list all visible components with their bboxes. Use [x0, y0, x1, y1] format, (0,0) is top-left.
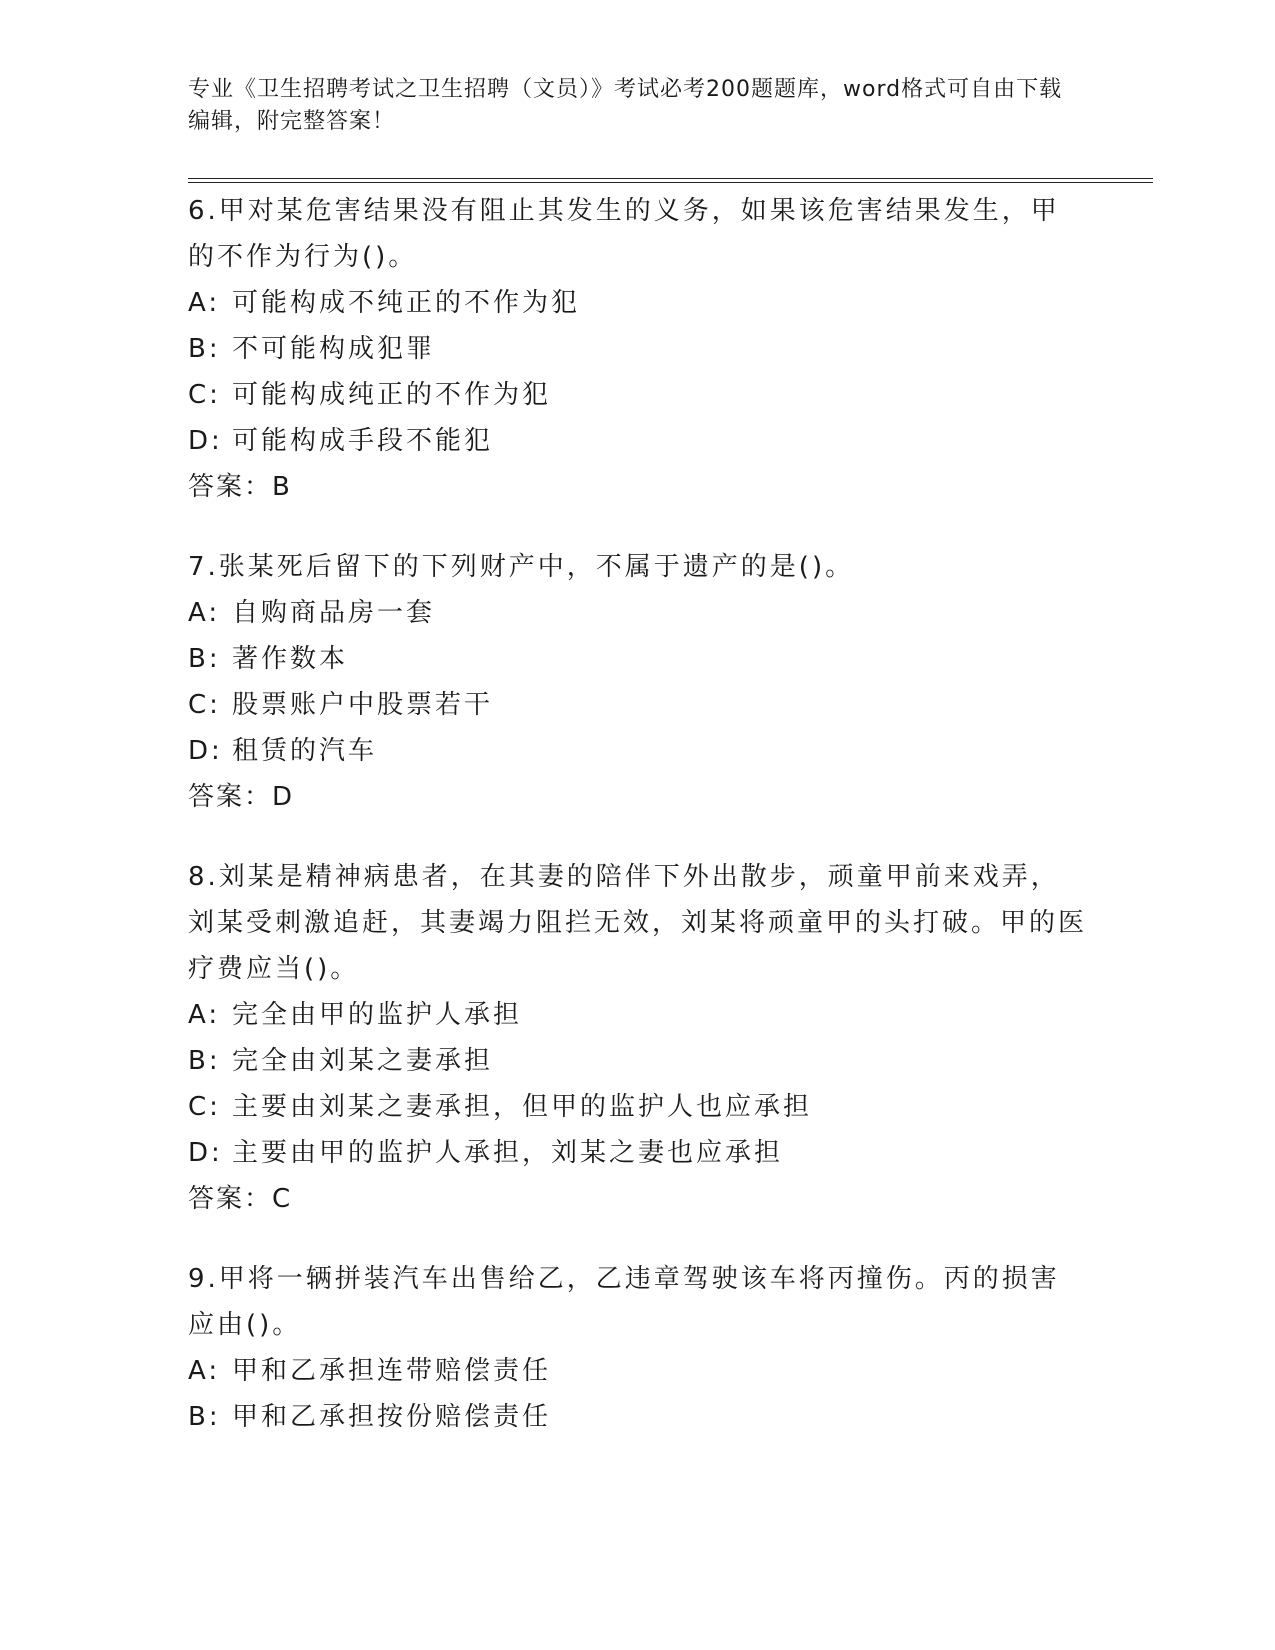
answer-line: 答案：D — [188, 782, 295, 812]
option-text: 不可能构成犯罪 — [232, 334, 436, 364]
option-key: A: — [188, 598, 221, 628]
option-a — [188, 992, 1088, 1038]
option-key: C: — [188, 380, 221, 410]
option-key: D: — [188, 1138, 223, 1168]
option-key: A: — [188, 1000, 221, 1030]
option-b — [188, 326, 1088, 372]
option-d — [188, 1130, 1088, 1176]
option-text: 完全由甲的监护人承担 — [232, 1000, 523, 1030]
option-a — [188, 590, 1088, 636]
question-list — [188, 188, 1088, 1474]
option-c — [188, 682, 1088, 728]
option-b — [188, 1038, 1088, 1084]
option-a — [188, 1348, 1088, 1394]
option-key: A: — [188, 288, 221, 318]
option-key: C: — [188, 690, 221, 720]
option-text: 主要由甲的监护人承担，刘某之妻也应承担 — [232, 1138, 784, 1168]
option-a — [188, 280, 1088, 326]
option-c — [188, 372, 1088, 418]
question-stem: 6.甲对某危害结果没有阻止其发生的义务，如果该危害结果发生，甲的不作为行为()。 — [188, 196, 1060, 272]
option-text: 甲和乙承担连带赔偿责任 — [232, 1356, 552, 1386]
question-7 — [188, 544, 1088, 820]
question-6 — [188, 188, 1088, 510]
question-8 — [188, 854, 1088, 1222]
option-text: 甲和乙承担按份赔偿责任 — [232, 1402, 552, 1432]
option-key: B: — [188, 334, 221, 364]
option-text: 租赁的汽车 — [232, 736, 378, 766]
option-key: B: — [188, 644, 221, 674]
option-text: 可能构成不纯正的不作为犯 — [232, 288, 581, 318]
option-key: D: — [188, 426, 223, 456]
option-b — [188, 636, 1088, 682]
document-header: 专业《卫生招聘考试之卫生招聘（文员）》考试必考200题题库，word格式可自由下载编辑，附完整答案！ — [188, 77, 1063, 134]
option-text: 可能构成手段不能犯 — [232, 426, 494, 456]
option-text: 股票账户中股票若干 — [232, 690, 494, 720]
option-text: 著作数本 — [232, 644, 349, 674]
question-stem: 7.张某死后留下的下列财产中，不属于遗产的是()。 — [188, 552, 855, 582]
option-b — [188, 1394, 1088, 1440]
option-text: 自购商品房一套 — [232, 598, 436, 628]
option-d — [188, 418, 1088, 464]
option-text: 完全由刘某之妻承担 — [232, 1046, 494, 1076]
option-text: 主要由刘某之妻承担，但甲的监护人也应承担 — [232, 1092, 813, 1122]
header-divider — [188, 178, 1153, 183]
option-key: C: — [188, 1092, 221, 1122]
option-key: A: — [188, 1356, 221, 1386]
option-c — [188, 1084, 1088, 1130]
option-key: B: — [188, 1402, 221, 1432]
question-stem: 9.甲将一辆拼装汽车出售给乙，乙违章驾驶该车将丙撞伤。丙的损害应由()。 — [188, 1264, 1060, 1340]
answer-line: 答案：B — [188, 472, 292, 502]
question-9 — [188, 1256, 1088, 1440]
answer-line: 答案：C — [188, 1184, 293, 1214]
option-key: B: — [188, 1046, 221, 1076]
option-text: 可能构成纯正的不作为犯 — [232, 380, 552, 410]
question-stem: 8.刘某是精神病患者，在其妻的陪伴下外出散步，顽童甲前来戏弄，刘某受刺激追赶，其妻竭力阻拦无效，刘某将顽童甲的头打破。甲的医疗费应当()。 — [188, 862, 1088, 984]
option-d — [188, 728, 1088, 774]
option-key: D: — [188, 736, 223, 766]
